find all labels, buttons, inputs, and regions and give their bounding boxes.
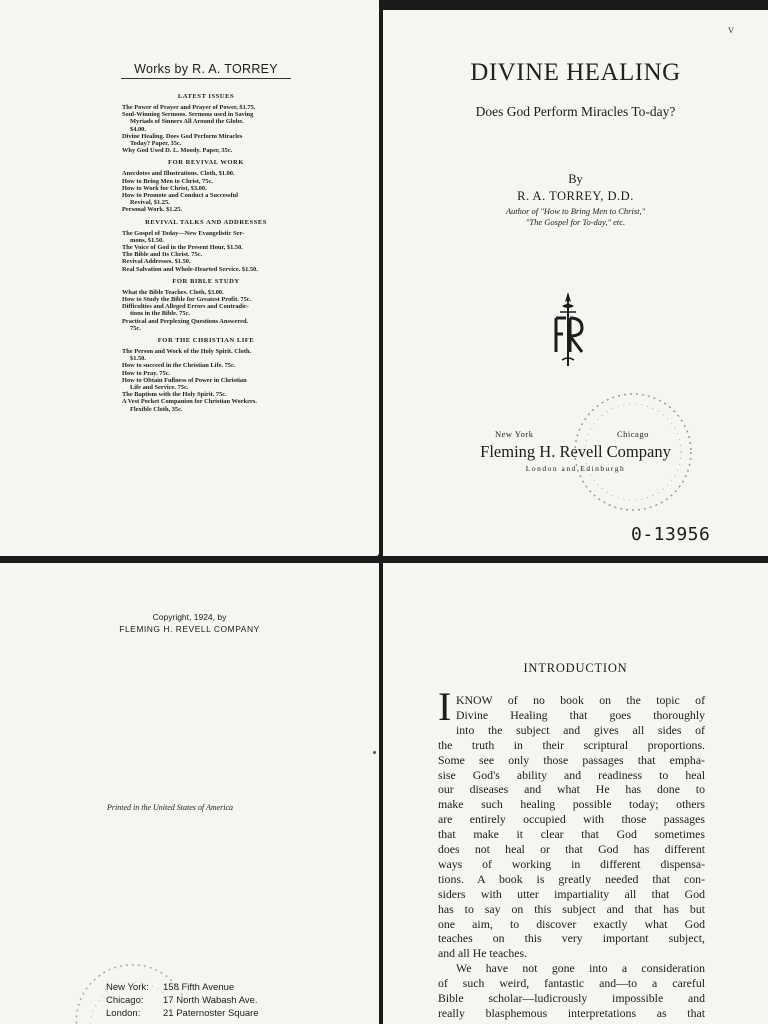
address-city: Chicago: xyxy=(106,995,144,1006)
works-entry xyxy=(122,303,294,317)
works-entry-line: Life and Service. 75c. xyxy=(130,384,189,391)
works-entry xyxy=(122,370,294,377)
copyright-line: Copyright, 1924, by xyxy=(152,612,227,622)
author-works-line-1: Author of "How to Bring Men to Christ," xyxy=(505,206,646,216)
works-entry-line: Myriads of Sinners All Around the Globe. xyxy=(130,118,244,126)
author-works-line-2: "The Gospel for To-day," etc. xyxy=(525,217,626,227)
works-entry-line: How to Promote and Conduct a Successful xyxy=(122,192,238,199)
works-entry xyxy=(122,170,294,177)
address-row xyxy=(106,982,234,993)
works-entry-line: Revival Addresses. $1.50. xyxy=(122,258,191,266)
author-name: R. A. TORREY, D.D. xyxy=(517,189,634,203)
publisher-name: Fleming H. Revell Company xyxy=(480,442,671,461)
intro-text-line: Bible scholar—ludicrously impossible and xyxy=(438,991,705,1005)
works-entry xyxy=(122,230,294,244)
works-entry xyxy=(122,391,294,398)
intro-text-line: siders with utter impartiality all that God xyxy=(438,886,705,901)
intro-text-line: has to say on this subject and that has but xyxy=(438,901,705,916)
works-entry xyxy=(122,296,294,303)
works-section-heading: FOR THE CHRISTIAN LIFE xyxy=(157,337,255,344)
by-label: By xyxy=(568,172,583,186)
title-page xyxy=(383,10,768,556)
works-entry-line: How to Obtain Fullness of Power in Christian xyxy=(122,376,247,384)
works-entry-line: mons, $1.50. xyxy=(130,236,164,244)
works-entry xyxy=(122,104,294,111)
intro-text-line: are entirely occupied with those passages xyxy=(438,812,705,827)
intro-text-line: one aim, to discover exactly what God xyxy=(438,916,705,931)
book-subtitle: Does God Perform Miracles To-day? xyxy=(475,104,676,119)
address-street: 21 Paternoster Square xyxy=(163,1008,259,1019)
publisher-cities: London and Edinburgh xyxy=(525,464,626,473)
intro-text-line: tions. A book is greatly needed that con- xyxy=(438,871,705,886)
title-underline xyxy=(121,78,291,79)
works-entry-line: 75c. xyxy=(130,324,141,332)
works-section-heading: REVIVAL TALKS AND ADDRESSES xyxy=(145,218,267,226)
introduction-page xyxy=(383,563,768,1024)
printed-in-line: Printed in the United States of America xyxy=(107,803,234,812)
works-entry-line: Revival, $1.25. xyxy=(130,199,170,207)
works-entry-line: Practical and Perplexing Questions Answered. xyxy=(122,317,249,325)
intro-text-line: We have not gone into a consideration xyxy=(456,961,705,976)
works-entry xyxy=(122,258,294,265)
works-entry xyxy=(122,251,294,258)
address-street: 158 Fifth Avenue xyxy=(163,982,235,993)
intro-text-line: into the subject and gives all sides of xyxy=(456,722,705,737)
works-entry-line: Flexible Cloth, 35c. xyxy=(130,405,183,413)
works-list-page xyxy=(0,0,379,556)
address-city: New York: xyxy=(106,982,149,993)
intro-text-line: Divine Healing that goes thoroughly xyxy=(456,707,705,722)
works-entry xyxy=(122,147,294,154)
address-row xyxy=(106,1008,259,1019)
works-entry-line: Real Salvation and Whole-Hearted Service. $1.50. xyxy=(122,265,258,273)
binding-mark xyxy=(373,751,376,754)
works-entry-line: How to succeed in the Christian Life. 75c. xyxy=(122,362,236,370)
works-entry xyxy=(122,318,294,332)
works-entry xyxy=(122,133,294,147)
works-entry-line: Today? Paper, 35c. xyxy=(130,140,182,147)
works-entry xyxy=(122,111,294,133)
publisher-city-left: New York xyxy=(495,429,534,439)
address-city: London: xyxy=(106,1008,141,1019)
intro-text-line: the truth in their scriptural proportions. xyxy=(438,737,705,752)
works-title: Works by R. A. TORREY xyxy=(134,62,278,76)
works-entry-line: Divine Healing. Does God Perform Miracles xyxy=(122,132,243,140)
works-entry-line: Soul-Winning Sermons. Sermons used in Saving xyxy=(122,111,254,119)
works-entry xyxy=(122,178,294,185)
works-entry xyxy=(122,348,294,362)
intro-text-line: that make it clear that God sometimes xyxy=(438,827,705,842)
works-entry xyxy=(122,398,294,412)
drop-cap: I xyxy=(438,684,452,729)
works-entry xyxy=(122,377,294,391)
intro-text-line: does not heal or that God has different xyxy=(438,842,705,856)
works-entry-line: The Person and Work of the Holy Spirit. Cloth. xyxy=(122,348,252,355)
intro-text-line: sise God's ability and readiness to heal xyxy=(438,767,705,782)
works-entry xyxy=(122,244,294,251)
works-entry-line: How to Study the Bible for Greatest Profit. 75c. xyxy=(122,296,252,303)
works-entry xyxy=(122,206,294,213)
intro-text-line: KNOW of no book on the topic of xyxy=(456,693,705,707)
works-entry xyxy=(122,362,294,369)
works-entry-line: tions in the Bible. 75c. xyxy=(130,310,191,318)
intro-text-line: really blasphemous interpretations as that xyxy=(438,1005,705,1020)
intro-text-line: of such weird, fantastic and—to a careful xyxy=(438,976,705,991)
book-title: DIVINE HEALING xyxy=(470,59,681,86)
intro-text-line: teaches on this very important subject, xyxy=(438,931,705,946)
works-entry xyxy=(122,266,294,273)
intro-text-line: and all He teaches. xyxy=(438,946,528,961)
intro-text-line: ways of working in different dispensa- xyxy=(438,856,705,871)
accession-number: 0-13956 xyxy=(631,524,711,545)
address-row xyxy=(106,995,258,1006)
works-entry-line: Personal Work. $1.25. xyxy=(122,206,183,214)
works-entry-line: What the Bible Teaches. Cloth, $3.00. xyxy=(122,288,224,296)
works-entry-line: How to Bring Men to Christ, 75c. xyxy=(122,177,213,185)
copyright-page xyxy=(0,563,379,1024)
works-entry-line: How to Pray. 75c. xyxy=(122,369,171,377)
works-entry-line: The Baptism with the Holy Spirit. 75c. xyxy=(122,391,227,399)
works-entry-line: $4.00. xyxy=(130,125,146,133)
publisher-city-right: Chicago xyxy=(617,429,649,439)
copyright-holder: FLEMING H. REVELL COMPANY xyxy=(119,624,260,634)
works-entry xyxy=(122,192,294,206)
works-entry-line: The Power of Prayer and Prayer of Power, $1.75. xyxy=(122,104,256,111)
introduction-heading: INTRODUCTION xyxy=(523,661,628,675)
corner-mark: v xyxy=(728,22,734,36)
publisher-emblem-icon xyxy=(548,290,588,370)
works-section-heading: FOR BIBLE STUDY xyxy=(172,277,240,285)
works-entry-line: Anecdotes and Illustrations. Cloth, $1.00. xyxy=(122,170,235,178)
intro-text-line: our diseases and what He has done to xyxy=(438,782,705,797)
works-entry-line: A Vest Pocket Companion for Christian Workers. xyxy=(122,398,257,406)
works-entry xyxy=(122,289,294,296)
works-entry xyxy=(122,185,294,192)
intro-text-line: Some see only those passages that empha- xyxy=(438,752,705,767)
works-entry-line: The Gospel of Today—New Evangelistic Ser- xyxy=(122,229,245,237)
works-entry-line: The Bible and Its Christ. 75c. xyxy=(122,251,203,259)
works-entry-line: The Voice of God in the Present Hour, $1.50. xyxy=(122,244,243,251)
works-entry-line: Why God Used D. L. Moody. Paper, 35c. xyxy=(122,147,233,155)
intro-text-line: make such healing possible today; others xyxy=(438,797,705,812)
works-section-heading: FOR REVIVAL WORK xyxy=(168,159,244,167)
works-entry-line: $1.50. xyxy=(130,355,146,363)
works-section-heading: LATEST ISSUES xyxy=(177,93,235,100)
works-entry-line: How to Work for Christ, $3.00. xyxy=(122,184,207,192)
address-street: 17 North Wabash Ave. xyxy=(163,995,258,1006)
works-entry-line: Difficulties and Alleged Errors and Contradic- xyxy=(122,303,249,311)
